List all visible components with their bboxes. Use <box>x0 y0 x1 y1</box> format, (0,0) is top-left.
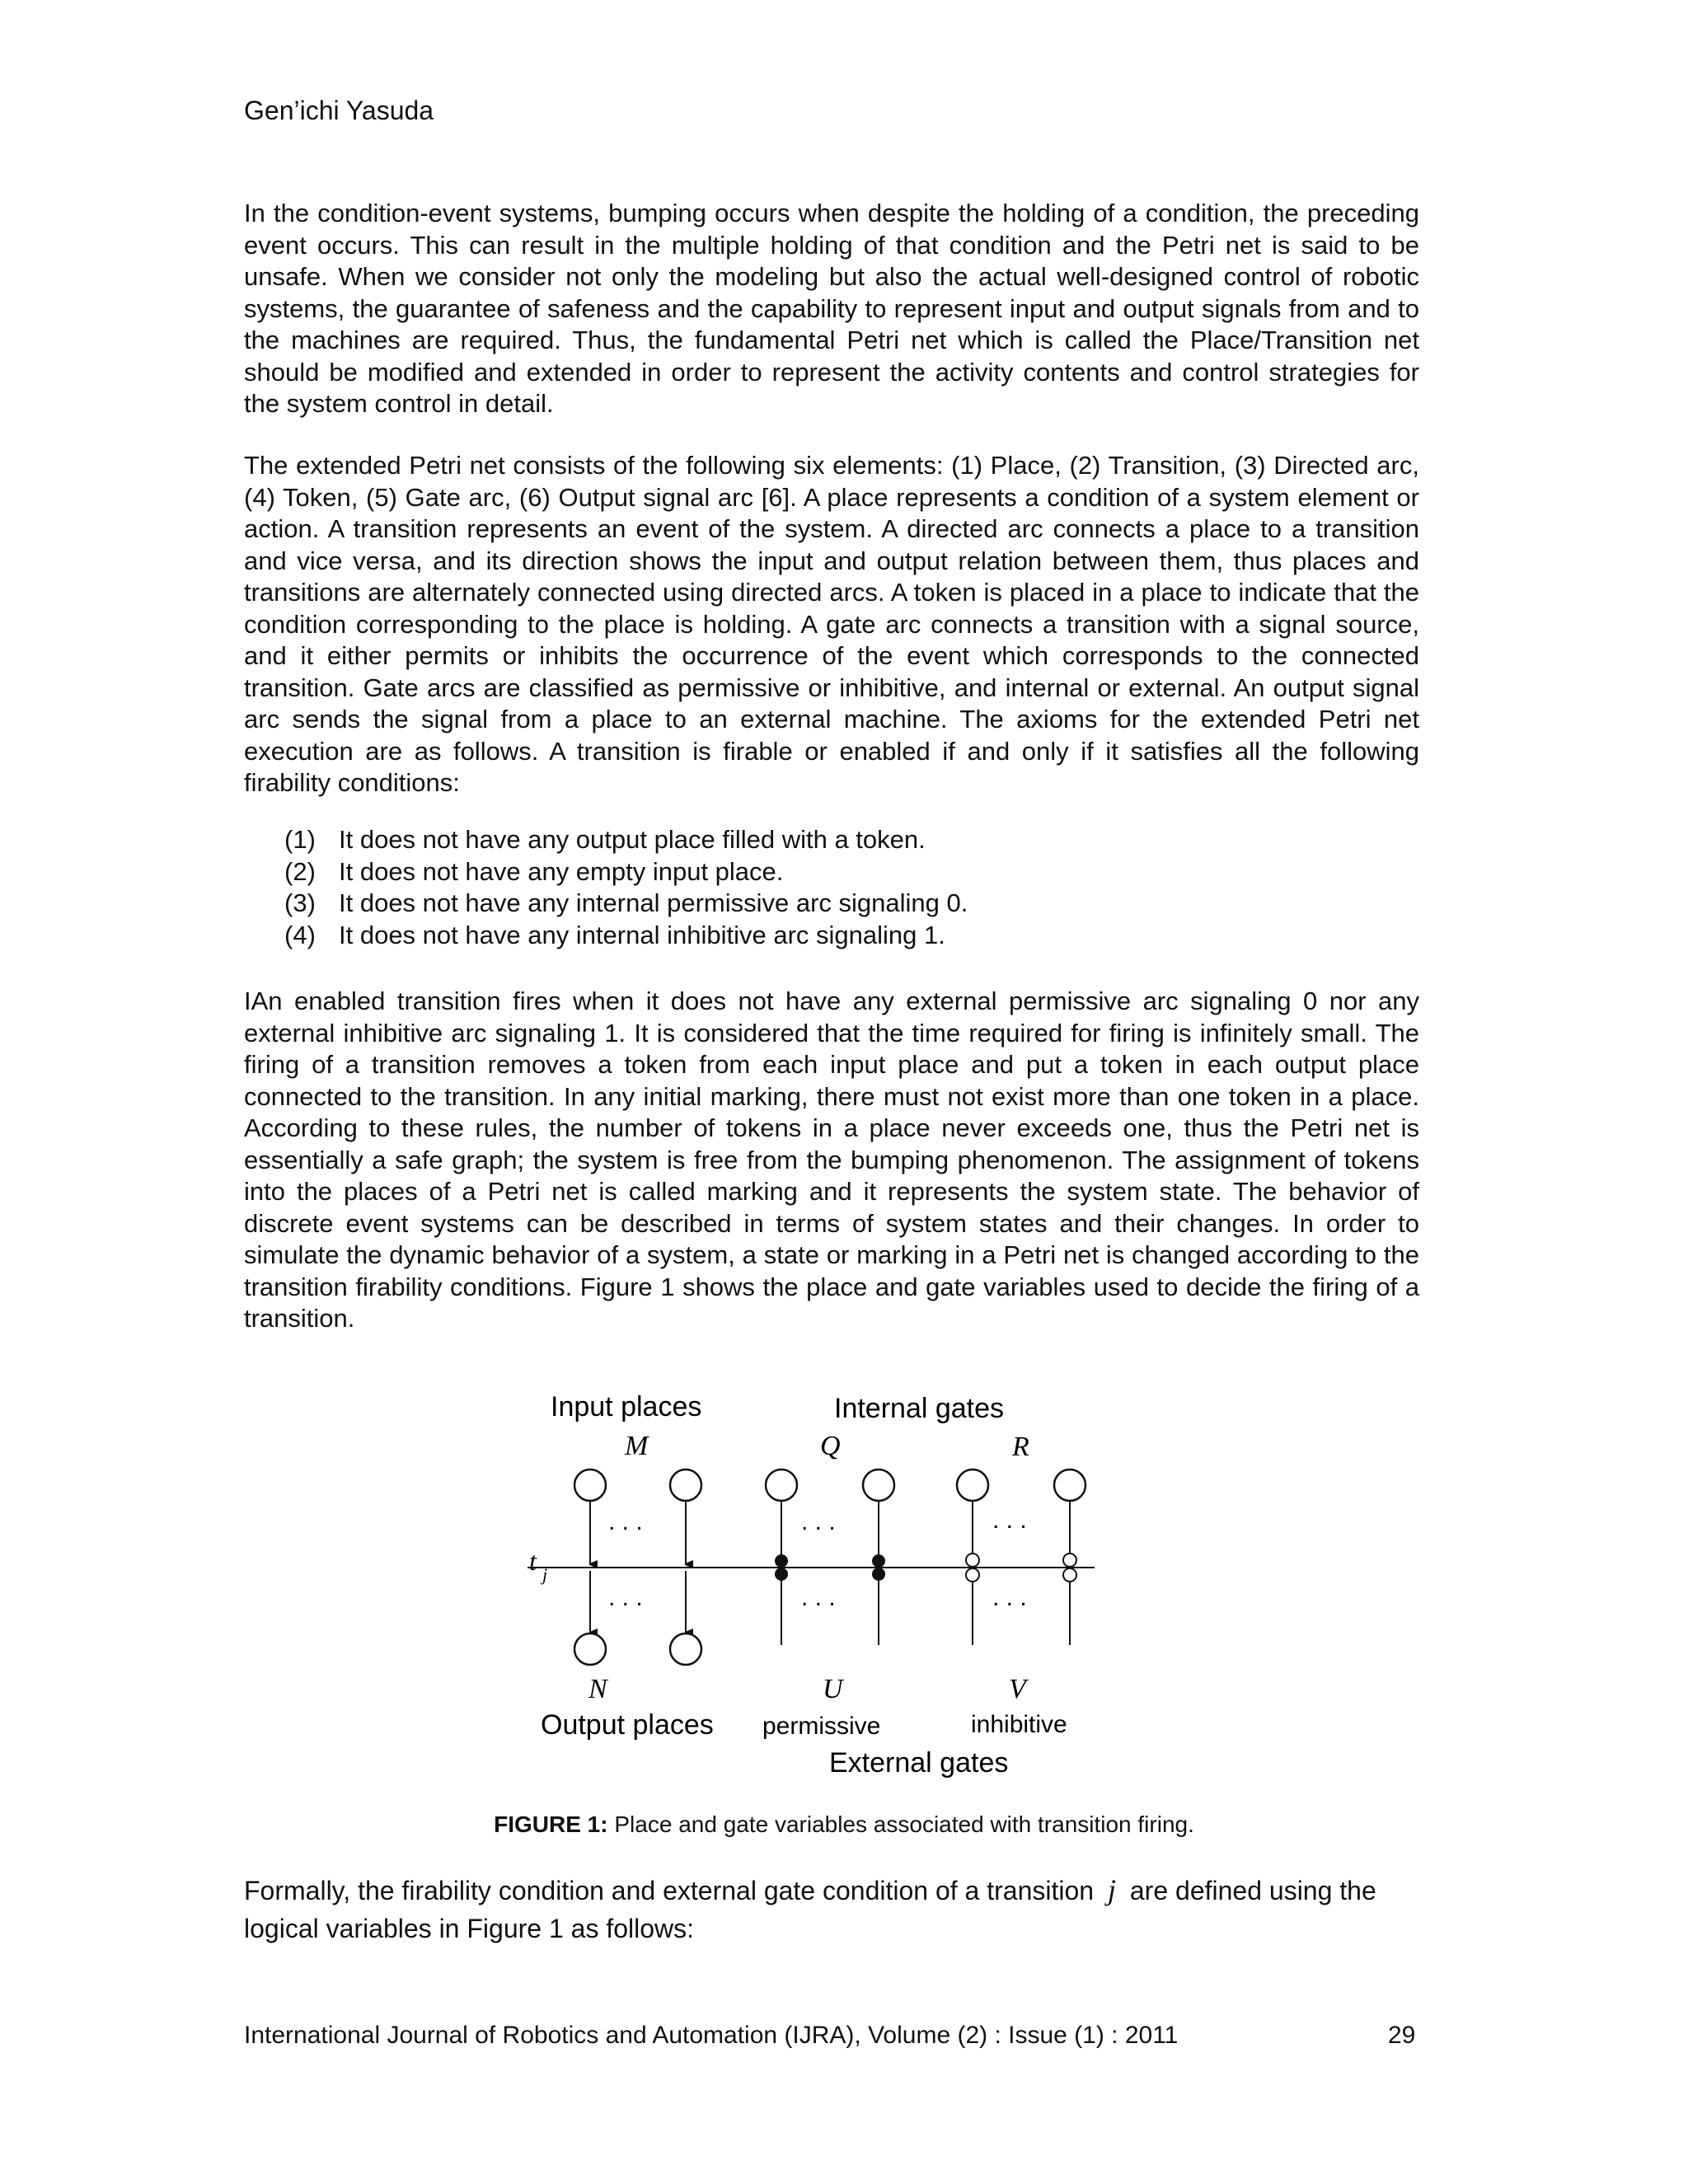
label-internal-gates: Internal gates <box>834 1393 1005 1424</box>
input-place <box>670 1469 701 1501</box>
var-Q: Q <box>820 1431 841 1461</box>
internal-gate-place <box>957 1469 988 1501</box>
label-external-gates: External gates <box>829 1747 1009 1779</box>
inhibitive-circle <box>1063 1568 1076 1582</box>
caption-text: Place and gate variables associated with transition firing. <box>614 1811 1194 1837</box>
internal-permissive-gates <box>766 1469 894 1568</box>
var-V: V <box>1009 1674 1026 1704</box>
list-number: (2) <box>284 856 316 886</box>
var-R: R <box>1012 1432 1029 1462</box>
list-text: It does not have any empty input place. <box>339 856 784 886</box>
internal-gate-place <box>1054 1469 1085 1501</box>
list-item <box>284 920 968 952</box>
inhibitive-circle <box>1063 1554 1076 1567</box>
var-t: t <box>529 1546 537 1576</box>
petri-net-diagram <box>511 1393 1187 1805</box>
var-j-subscript: j <box>542 1564 548 1585</box>
journal-footer: International Journal of Robotics and Automation (IJRA), Volume (2) : Issue (1) : 2011 <box>244 2022 1179 2049</box>
inhibitive-circle <box>966 1554 979 1567</box>
list-number: (3) <box>284 888 316 917</box>
permissive-dot <box>872 1568 885 1581</box>
ellipsis: . . . <box>608 1584 643 1611</box>
input-place-group <box>574 1469 701 1564</box>
firability-conditions-list <box>284 824 968 951</box>
paragraph-firing-rules: IAn enabled transition fires when it does not have any external permissive arc signaling 0 nor any external inhibitive arc signaling 1. It is considered that the time required for firing is infinitely small. The firing of a transition removes a token from each input place and put a token in each output place connected to the transition. In any initial marking, there must not exist more than one token in a place. According to these rules, the number of tokens in a place never exceeds one, thus the Petri net is essentially a safe graph; the system is free from the bumping phenomenon. The assignment of tokens into the places of a Petri net is called marking and it represents the system state. The behavior of discrete event systems can be described in terms of system states and their changes. In order to simulate the dynamic behavior of a system, a state or marking in a Petri net is changed according to the transition firability conditions. Figure 1 shows the place and gate variables used to decide the firing of a transition. <box>244 987 1419 1333</box>
internal-gate-place <box>863 1469 894 1501</box>
paragraph-formal <box>244 1871 1419 1947</box>
ellipsis: . . . <box>992 1507 1027 1534</box>
var-N: N <box>588 1674 607 1704</box>
output-place-group <box>574 1571 701 1665</box>
list-text: It does not have any internal inhibitive arc signaling 1. <box>339 920 945 949</box>
output-place <box>574 1633 606 1665</box>
var-M: M <box>625 1431 649 1461</box>
label-permissive: permissive <box>762 1713 881 1740</box>
list-text: It does not have any internal permissive arc signaling 0. <box>339 888 968 917</box>
paragraph-extended-petri-net: The extended Petri net consists of the following six elements: (1) Place, (2) Transition, (3) Directed arc, (4) Token, (5) Gate arc, (6) Output signal arc [6]. A place represents a condition of a system element or action. A transition represents an event of the system. A directed arc connects a place to a transition and vice versa, and its direction shows the input and output relation between them, thus places and transitions are alternately connected using directed arcs. A token is placed in a place to indicate that the condition corresponding to the place is holding. A gate arc connects a transition with a signal source, and it either permits or inhibits the occurrence of the event which corresponds to the connected transition. Gate arcs are classified as permissive or inhibitive, and internal or external. An output signal arc sends the signal from a place to an external machine. The axioms for the extended Petri net execution are as follows. A transition is firable or enabled if and only if it satisfies all the following firability conditions: <box>244 451 1419 797</box>
permissive-dot <box>775 1554 788 1568</box>
input-place <box>574 1469 606 1501</box>
external-inhibitive-gates <box>966 1568 1076 1645</box>
list-number: (1) <box>284 825 316 854</box>
internal-gate-place <box>766 1469 797 1501</box>
ellipsis: . . . <box>801 1508 836 1535</box>
label-inhibitive: inhibitive <box>971 1711 1067 1738</box>
list-item <box>284 856 968 888</box>
permissive-dot <box>775 1568 788 1581</box>
formal-text-after: are defined using the logical variables in Figure 1 as follows: <box>244 1876 1376 1943</box>
figure-1 <box>511 1393 1187 1805</box>
list-item <box>284 888 968 920</box>
page-number: 29 <box>1388 2022 1416 2049</box>
ellipsis: . . . <box>608 1508 643 1535</box>
output-place <box>670 1633 701 1665</box>
permissive-dot <box>872 1554 885 1568</box>
formal-variable-j: j <box>1107 1873 1116 1906</box>
label-input-places: Input places <box>551 1393 702 1422</box>
formal-text-before: Formally, the firability condition and external gate condition of a transition <box>244 1876 1095 1905</box>
caption-label: FIGURE 1: <box>494 1811 608 1837</box>
inhibitive-circle <box>966 1568 979 1582</box>
ellipsis: . . . <box>801 1584 836 1611</box>
ellipsis: . . . <box>992 1584 1027 1611</box>
list-item <box>284 824 968 856</box>
external-permissive-gates <box>775 1568 885 1645</box>
figure-caption <box>0 1811 1688 1838</box>
paragraph-bumping: In the condition-event systems, bumping occurs when despite the holding of a condition, the preceding event occurs. This can result in the multiple holding of that condition and the Petri net is said to be unsafe. When we consider not only the modeling but also the actual well-designed control of robotic systems, the guarantee of safeness and the capability to represent input and output signals from and to the machines are required. Thus, the fundamental Petri net which is called the Place/Transition net should be modified and extended in order to represent the activity contents and control strategies for the system control in detail. <box>244 199 1419 418</box>
label-output-places: Output places <box>541 1709 714 1741</box>
list-text: It does not have any output place filled with a token. <box>339 825 926 854</box>
list-number: (4) <box>284 920 316 949</box>
running-header: Gen’ichi Yasuda <box>244 96 434 125</box>
internal-inhibitive-gates <box>957 1469 1085 1567</box>
var-U: U <box>823 1674 843 1704</box>
